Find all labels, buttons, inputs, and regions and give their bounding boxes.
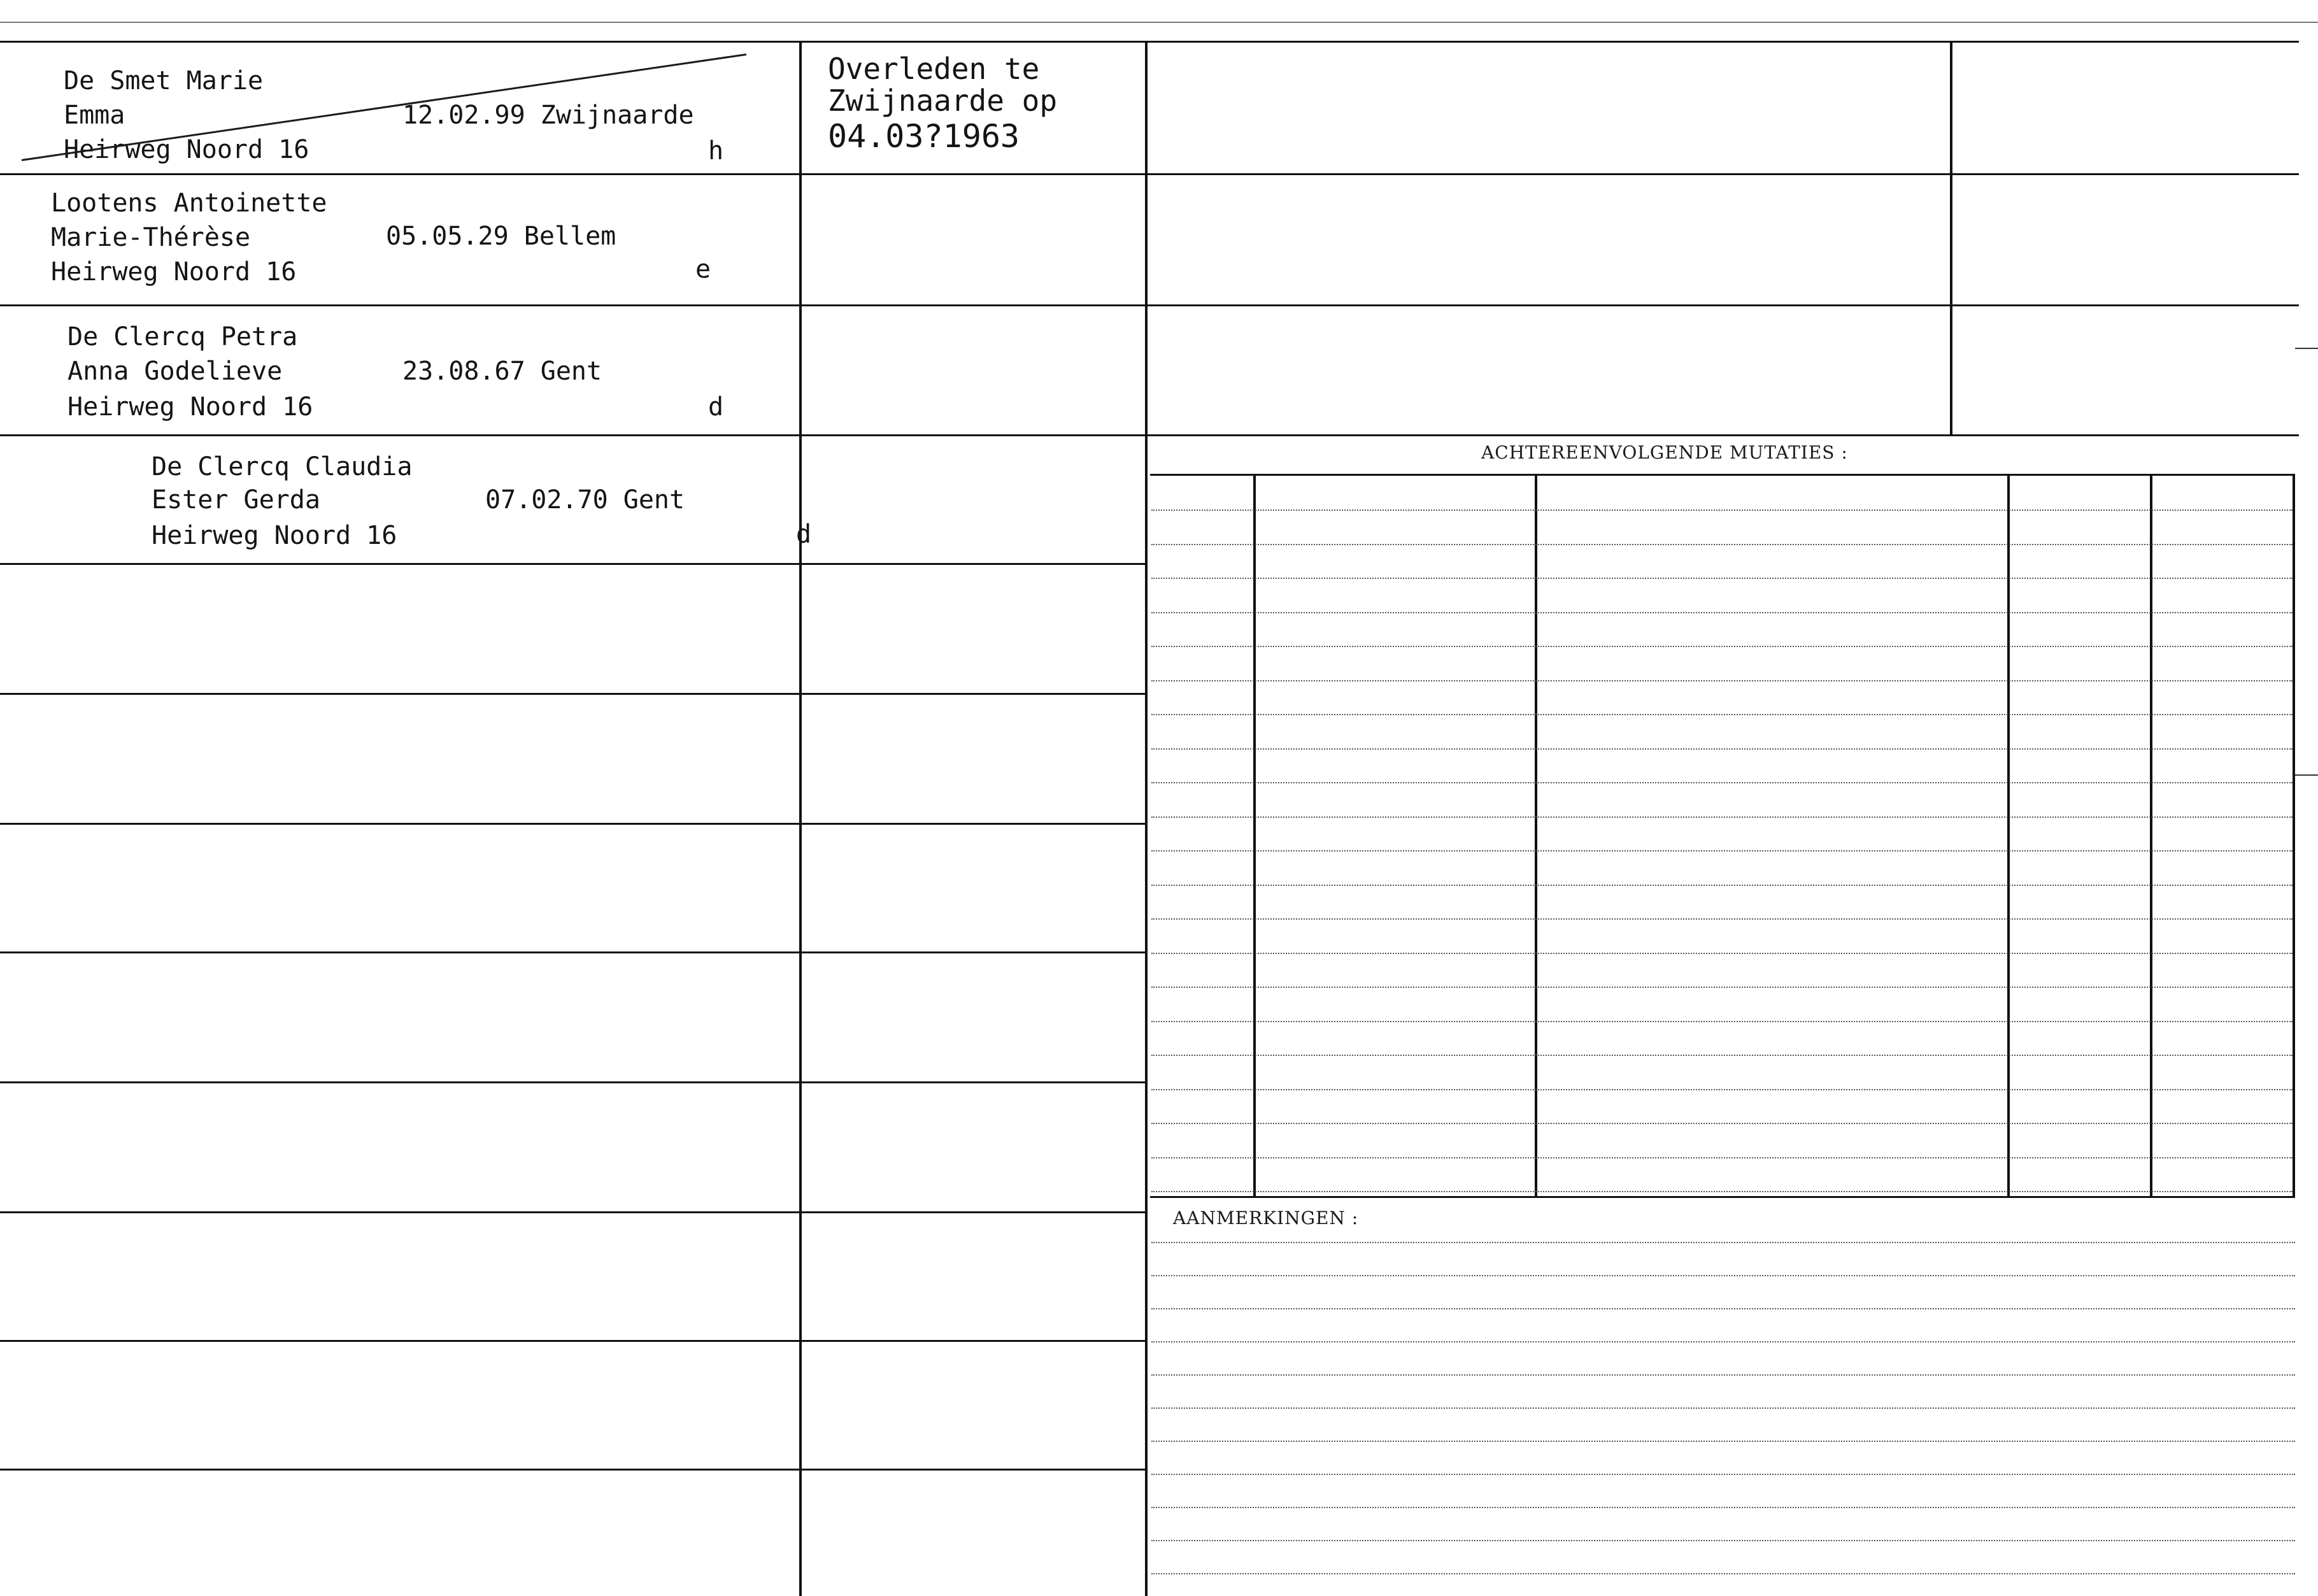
resident-3-code: d (708, 392, 724, 422)
mutaties-ruling (1151, 782, 2293, 783)
resident-2-name: Lootens Antoinette (51, 189, 327, 218)
resident-1-address: Heirweg Noord 16 (64, 135, 309, 164)
death-note-line-2: Zwijnaarde op (828, 83, 1058, 118)
aanmerkingen-ruling (1151, 1507, 2295, 1508)
mutaties-ruling (1151, 816, 2293, 818)
row-line-6 (0, 823, 1146, 825)
resident-2-address: Heirweg Noord 16 (51, 257, 297, 287)
mutaties-ruling (1151, 578, 2293, 579)
row-line-9 (0, 1211, 1146, 1213)
mutaties-ruling (1151, 987, 2293, 988)
column-divider-2 (1145, 42, 1148, 1596)
mutaties-ruling (1151, 918, 2293, 920)
aanmerkingen-ruling (1151, 1540, 2295, 1541)
mutaties-ruling (1151, 1191, 2293, 1192)
column-divider-1 (799, 42, 802, 1596)
mutaties-ruling (1151, 1089, 2293, 1090)
mutaties-col-1 (1253, 475, 1256, 1196)
mutaties-col-right (2293, 475, 2295, 1196)
right-upper-divider (1950, 42, 1952, 434)
mutaties-header: ACHTEREENVOLGENDE MUTATIES : (1481, 442, 1848, 463)
resident-1-name: De Smet Marie (64, 66, 264, 96)
mutaties-ruling (1151, 509, 2293, 511)
resident-4-given: Ester Gerda (152, 485, 320, 515)
aanmerkingen-ruling (1151, 1308, 2295, 1309)
mutaties-ruling (1151, 1055, 2293, 1056)
row-line-7 (0, 951, 1146, 953)
margin-mark-1 (2295, 348, 2318, 349)
mutaties-ruling (1151, 1157, 2293, 1158)
death-note-line-1: Overleden te (828, 52, 1040, 86)
resident-1-code: h (708, 136, 724, 166)
mutaties-ruling (1151, 748, 2293, 750)
top-rule-faint (0, 22, 2318, 23)
resident-3-given: Anna Godelieve (68, 357, 283, 386)
mutaties-bottom-line (1150, 1196, 2295, 1198)
mutaties-ruling (1151, 885, 2293, 886)
resident-1-given: Emma (64, 101, 125, 130)
death-note-line-3: 04.03?1963 (828, 118, 1020, 155)
resident-2-birth: 05.05.29 Bellem (386, 222, 616, 251)
resident-4-birth: 07.02.70 Gent (485, 485, 685, 515)
right-row-line-1 (1146, 173, 2299, 175)
mutaties-ruling (1151, 714, 2293, 715)
row-line-11 (0, 1469, 1146, 1471)
row-line-8 (0, 1081, 1146, 1083)
mutaties-ruling (1151, 850, 2293, 851)
resident-3-address: Heirweg Noord 16 (68, 392, 313, 422)
mutaties-ruling (1151, 953, 2293, 954)
row-line-10 (0, 1340, 1146, 1342)
row-line-2 (0, 304, 1146, 306)
mutaties-col-2 (1535, 475, 1537, 1196)
aanmerkingen-ruling (1151, 1441, 2295, 1442)
aanmerkingen-ruling (1151, 1341, 2295, 1343)
aanmerkingen-ruling (1151, 1242, 2295, 1243)
resident-2-code: e (695, 255, 711, 284)
mutaties-ruling (1151, 680, 2293, 681)
row-line-5 (0, 693, 1146, 695)
aanmerkingen-ruling (1151, 1474, 2295, 1475)
mutaties-ruling (1151, 612, 2293, 613)
resident-1-birth: 12.02.99 Zwijnaarde (402, 101, 694, 130)
right-row-line-3 (1146, 434, 2299, 436)
aanmerkingen-ruling (1151, 1374, 2295, 1376)
mutaties-ruling (1151, 1021, 2293, 1022)
row-line-3 (0, 434, 1146, 436)
resident-4-code: d (796, 520, 812, 549)
mutaties-col-4 (2150, 475, 2152, 1196)
aanmerkingen-header: AANMERKINGEN : (1173, 1208, 1359, 1229)
mutaties-ruling (1151, 646, 2293, 647)
right-row-line-2 (1146, 304, 2299, 306)
aanmerkingen-ruling (1151, 1573, 2295, 1574)
mutaties-ruling (1151, 1123, 2293, 1124)
margin-mark-2 (2295, 774, 2318, 776)
top-rule (0, 41, 2299, 43)
resident-3-birth: 23.08.67 Gent (402, 357, 602, 386)
aanmerkingen-ruling (1151, 1275, 2295, 1276)
resident-4-name: De Clercq Claudia (152, 452, 413, 481)
resident-3-name: De Clercq Petra (68, 322, 298, 352)
row-line-4 (0, 563, 1146, 565)
mutaties-top-line (1150, 474, 2295, 476)
resident-2-given: Marie-Thérèse (51, 223, 251, 252)
mutaties-ruling (1151, 544, 2293, 545)
mutaties-col-3 (2007, 475, 2010, 1196)
resident-4-address: Heirweg Noord 16 (152, 521, 397, 550)
aanmerkingen-ruling (1151, 1407, 2295, 1409)
row-line-1 (0, 173, 1146, 175)
